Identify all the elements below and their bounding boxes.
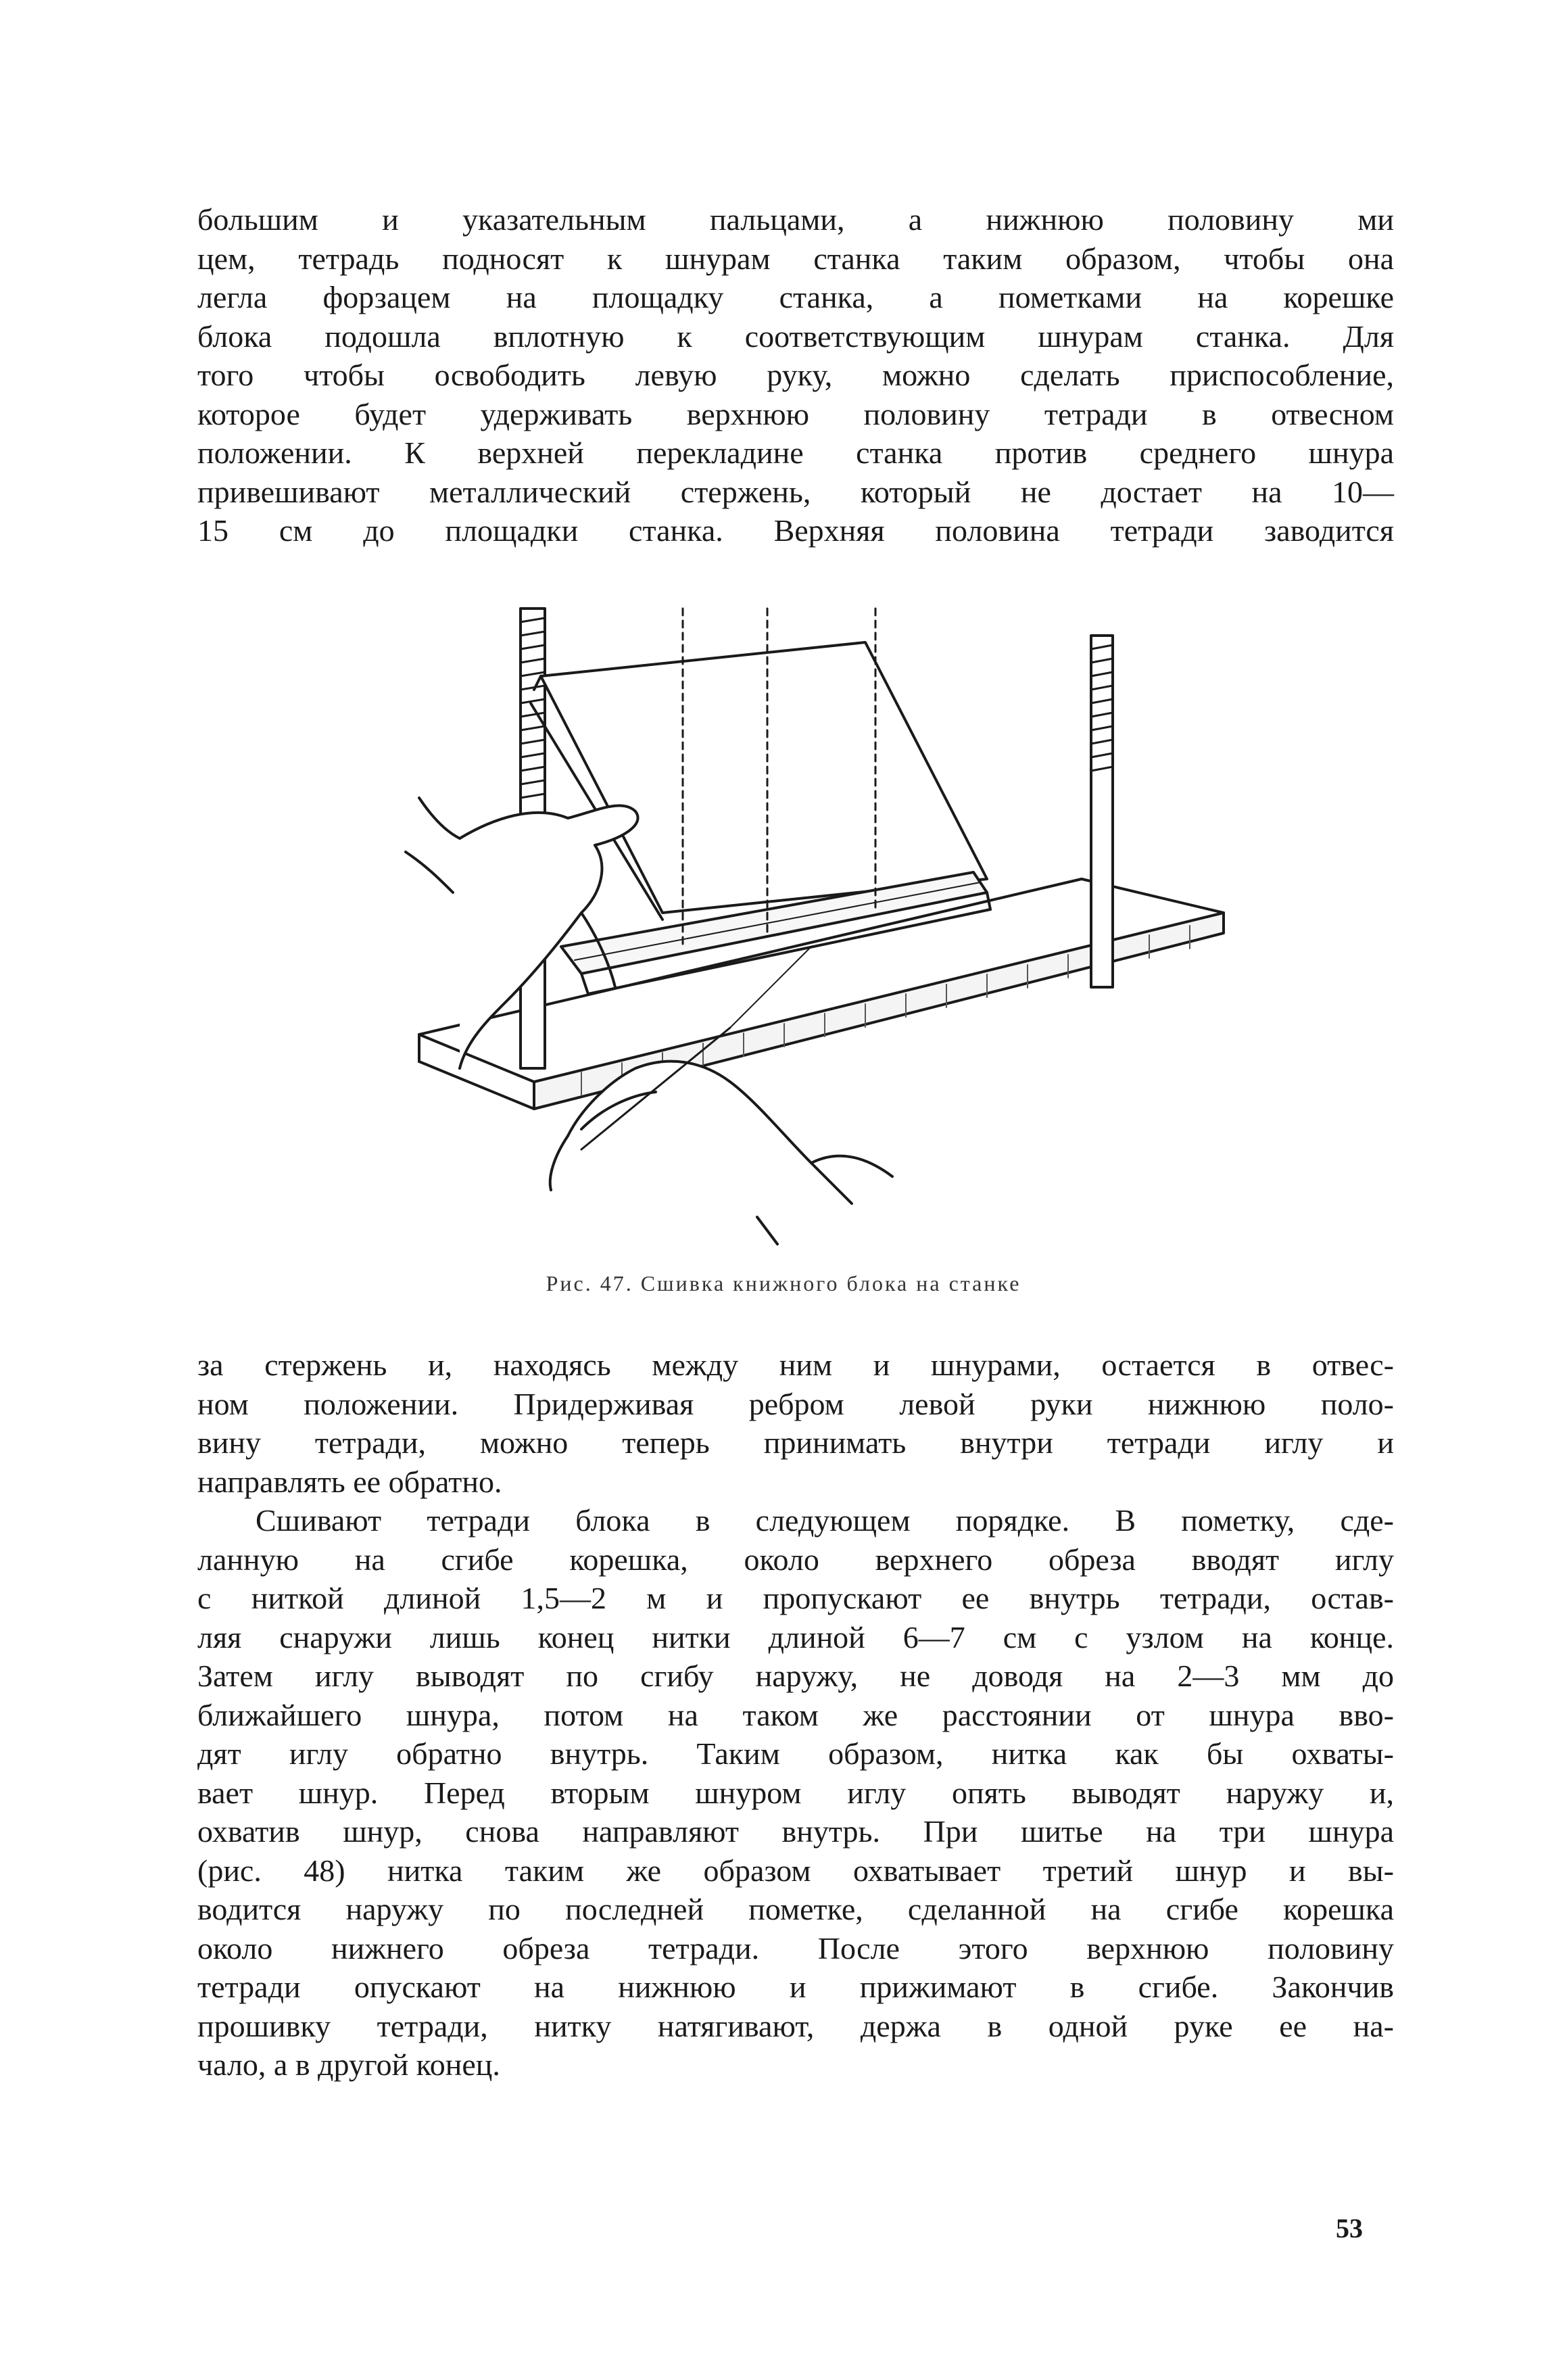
text-line: за стержень и, находясь между ним и шнурами, остается в отвес-: [197, 1348, 1394, 1382]
text-line: около нижнего обреза тетради. После этого верхнюю половину: [197, 1930, 1394, 1966]
text-line: водится наружу по последней пометке, сделанной на сгибе корешка: [197, 1892, 1394, 1926]
text-line: ближайшего шнура, потом на таком же расстоянии от шнура вво-: [197, 1697, 1394, 1732]
text-line: положении. К верхней перекладине станка против среднего шнура: [197, 435, 1394, 470]
text-line: блока подошла вплотную к соответствующим шнурам станка. Для: [197, 318, 1394, 354]
figure-caption: Рис. 47. Сшивка книжного блока на станке: [546, 1271, 1021, 1295]
bottom-text: [197, 1346, 1394, 2085]
text-line: Затем иглу выводят по сгибу наружу, не доводя на 2—3 мм до: [197, 1659, 1394, 1693]
text-line: легла форзацем на площадку станка, а пометками на корешке: [197, 280, 1394, 314]
text-line: цем, тетрадь подносят к шнурам станка таким образом, чтобы она: [197, 241, 1394, 276]
text-line: того чтобы освободить левую руку, можно сделать приспособление,: [197, 358, 1394, 392]
text-line: прошивку тетради, нитку натягивают, держа в одной руке ее на-: [197, 2008, 1394, 2043]
text-line: 15 см до площадки станка. Верхняя половина тетради заводится: [197, 513, 1394, 548]
text-line: ляя снаружи лишь конец нитки длиной 6—7 см с узлом на конце.: [197, 1619, 1394, 1655]
text-line: охватив шнур, снова направляют внутрь. При шитье на три шнура: [197, 1814, 1394, 1849]
top-paragraph: [197, 200, 1394, 550]
text-line: Сшивают тетради блока в следующем порядке. В пометку, сде-: [256, 1503, 1394, 1538]
text-line: ланную на сгибе корешка, около верхнего обреза вводят иглу: [197, 1542, 1394, 1577]
figure-sewing-frame: [379, 595, 1244, 1258]
text-line: большим и указательным пальцами, а нижнюю половину ми: [197, 202, 1394, 237]
text-line: направлять ее обратно.: [197, 1464, 502, 1499]
text-line: ном положении. Придерживая ребром левой руки нижнюю поло-: [197, 1386, 1394, 1421]
text-line: которое будет удерживать верхнюю половину тетради в отвесном: [197, 396, 1394, 431]
text-line: (рис. 48) нитка таким же образом охватывает третий шнур и вы-: [197, 1853, 1394, 1888]
text-line: дят иглу обратно внутрь. Таким образом, нитка как бы охваты-: [197, 1736, 1394, 1771]
text-line: вает шнур. Перед вторым шнуром иглу опять выводят наружу и,: [197, 1775, 1394, 1810]
text-line: вину тетради, можно теперь принимать внутри тетради иглу и: [197, 1425, 1394, 1460]
text-line: привешивают металлический стержень, который не достает на 10—: [197, 474, 1394, 509]
text-line: с ниткой длиной 1,5—2 м и пропускают ее внутрь тетради, остав-: [197, 1581, 1394, 1615]
page-number: 53: [1336, 2213, 1363, 2243]
sewing-frame-illustration: [379, 595, 1244, 1258]
text-line: тетради опускают на нижнюю и прижимают в сгибе. Закончив: [197, 1970, 1394, 2004]
text-line: чало, а в другой конец.: [197, 2047, 500, 2082]
